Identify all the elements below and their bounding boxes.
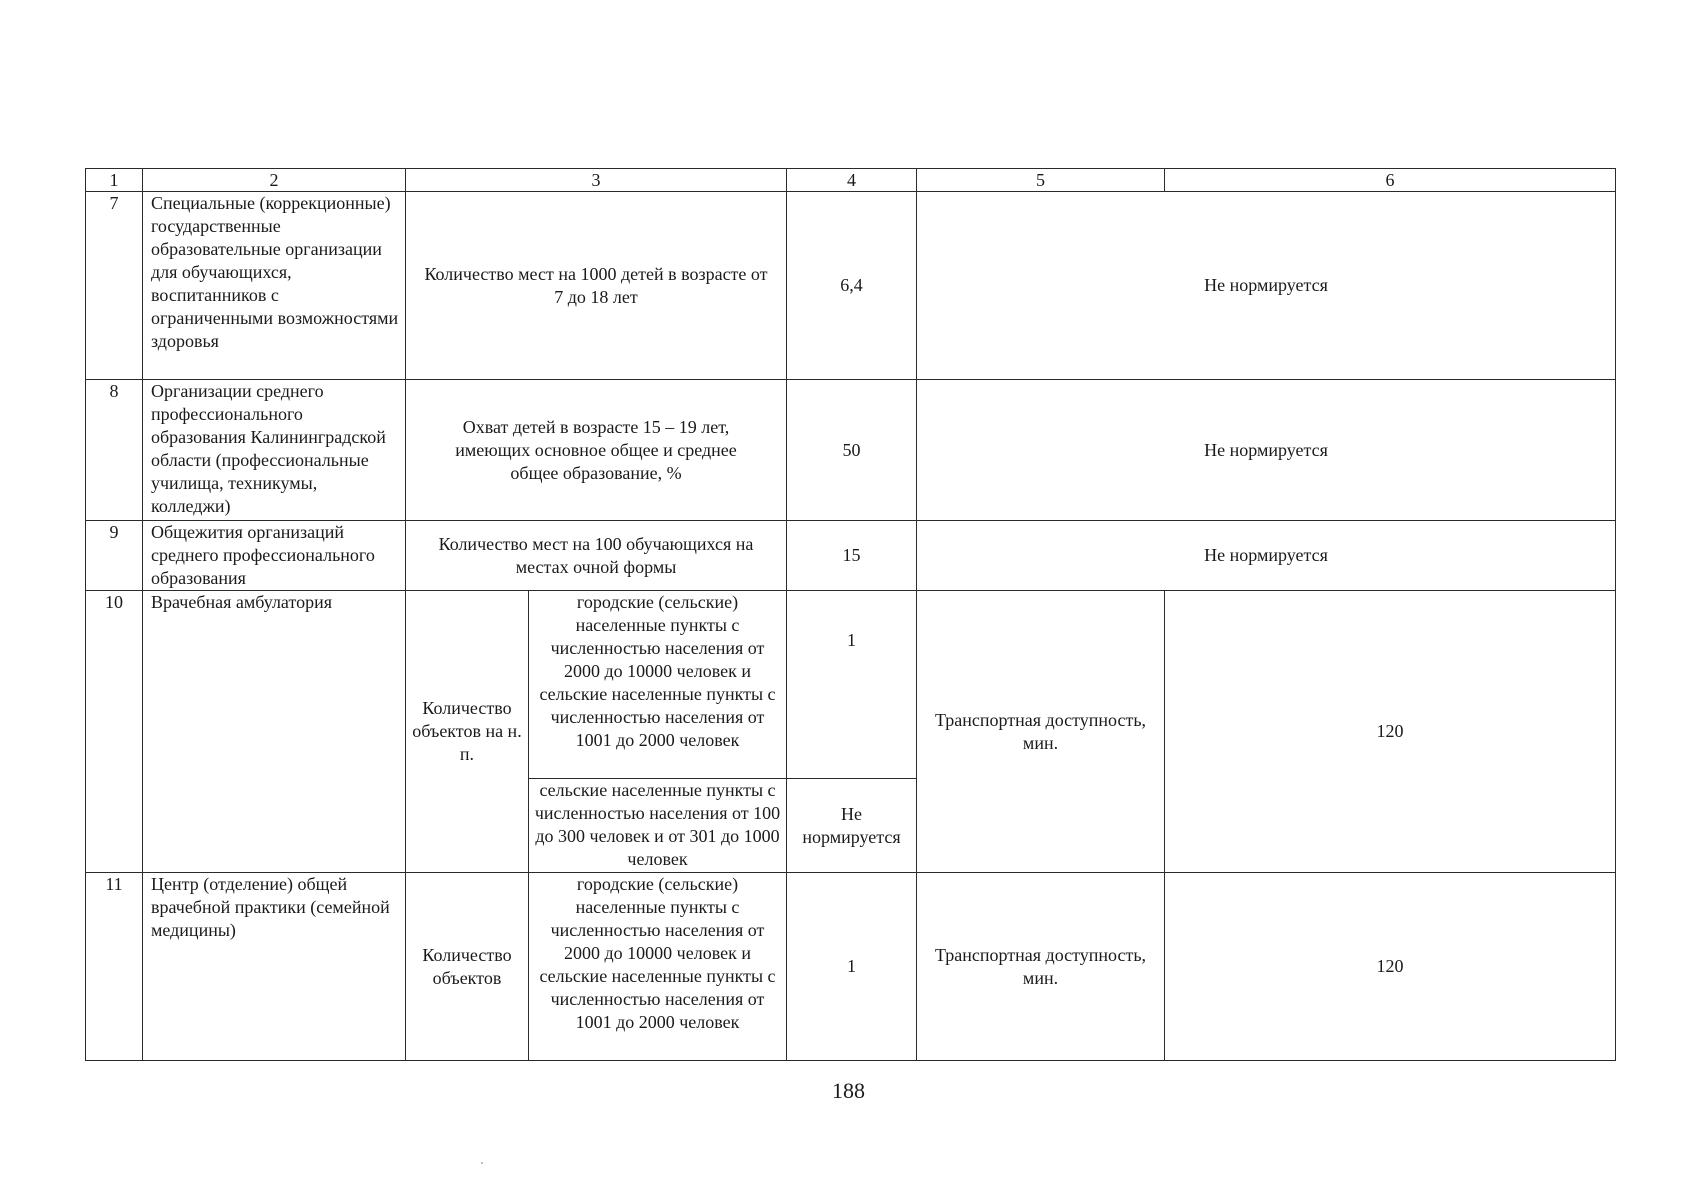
accessibility: Не нормируется — [917, 521, 1616, 591]
table-row-11 — [86, 873, 1616, 1061]
indicator: Охват детей в возрасте 15 – 19 лет, имеющих основное общее и среднее общее образование, % — [406, 380, 787, 521]
header-cell-4: 4 — [787, 169, 917, 192]
norm-value: Не нормируется — [787, 779, 917, 873]
table-row-7 — [86, 192, 1616, 380]
header-cell-6: 6 — [1165, 169, 1616, 192]
accessibility-value: 120 — [1165, 591, 1616, 873]
norm-value: 6,4 — [787, 192, 917, 380]
row-number: 7 — [86, 192, 143, 380]
indicator: Количество мест на 100 обучающихся на местах очной формы — [406, 521, 787, 591]
row-number: 8 — [86, 380, 143, 521]
header-row — [86, 169, 1616, 192]
scan-speck — [481, 1162, 483, 1164]
accessibility: Не нормируется — [917, 380, 1616, 521]
facility-name: Врачебная амбулатория — [143, 591, 406, 873]
norm-value: 1 — [787, 873, 917, 1061]
row-number: 11 — [86, 873, 143, 1061]
header-cell-3: 3 — [406, 169, 787, 192]
table-row-9 — [86, 521, 1616, 591]
facility-name: Организации среднего профессионального образования Калининградской области (профессиональные училища, техникумы, колледжи) — [143, 380, 406, 521]
norm-value: 50 — [787, 380, 917, 521]
settlement-category: сельские населенные пункты с численностью населения от 100 до 300 человек и от 301 до 1000 человек — [529, 779, 787, 873]
settlement-category: городские (сельские) населенные пункты с численностью населения от 2000 до 10000 человек и сельские населенные пункты с численностью населения от 1001 до 2000 человек — [529, 873, 787, 1061]
accessibility: Не нормируется — [917, 192, 1616, 380]
row-number: 9 — [86, 521, 143, 591]
table-row-8 — [86, 380, 1616, 521]
header-cell-1: 1 — [86, 169, 143, 192]
accessibility-label: Транспортная доступность, мин. — [917, 591, 1165, 873]
norm-value: 1 — [787, 591, 917, 779]
facility-name: Специальные (коррекционные) государственные образовательные организации для обучающихся, воспитанников с ограниченными возможностями здоровья — [143, 192, 406, 380]
header-cell-5: 5 — [917, 169, 1165, 192]
facility-name: Центр (отделение) общей врачебной практики (семейной медицины) — [143, 873, 406, 1061]
facility-name: Общежития организаций среднего профессионального образования — [143, 521, 406, 591]
indicator: Количество объектов на н. п. — [406, 591, 529, 873]
settlement-category: городские (сельские) населенные пункты с численностью населения от 2000 до 10000 человек и сельские населенные пункты с численностью населения от 1001 до 2000 человек — [529, 591, 787, 779]
norms-table — [85, 168, 1616, 1061]
indicator: Количество объектов — [406, 873, 529, 1061]
norm-value: 15 — [787, 521, 917, 591]
page-number: 188 — [832, 1078, 865, 1103]
table-row-10 — [86, 591, 1616, 779]
header-cell-2: 2 — [143, 169, 406, 192]
accessibility-label: Транспортная доступность, мин. — [917, 873, 1165, 1061]
indicator: Количество мест на 1000 детей в возрасте от 7 до 18 лет — [406, 192, 787, 380]
row-number: 10 — [86, 591, 143, 873]
accessibility-value: 120 — [1165, 873, 1616, 1061]
